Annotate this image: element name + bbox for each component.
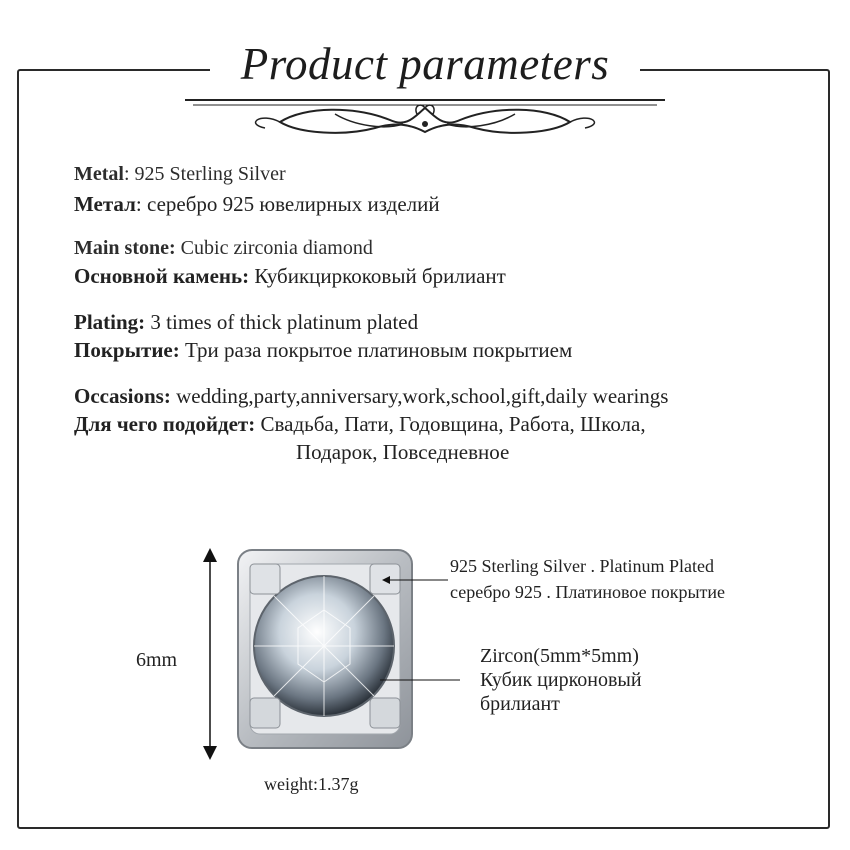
occasions-en: Occasions: wedding,party,anniversary,work,school,gift,daily wearings <box>74 384 669 408</box>
callout-zircon-ru-2: брилиант <box>480 693 560 715</box>
size-label: 6mm <box>136 649 178 671</box>
stone-en: Main stone: Cubic zirconia diamond <box>74 237 373 259</box>
callout-metal-ru: серебро 925 . Платиновое покрытие <box>450 582 726 602</box>
metal-en: Metal: 925 Sterling Silver <box>74 163 286 185</box>
callout-leader-lines-icon <box>380 560 460 700</box>
callout-zircon-en: Zircon(5mm*5mm) <box>480 645 639 667</box>
weight-label: weight:1.37g <box>264 774 359 794</box>
stone-ru: Основной камень: Кубикциркоковый брилиант <box>74 264 506 288</box>
plating-en: Plating: 3 times of thick platinum plated <box>74 310 419 334</box>
metal-ru: Метал: серебро 925 ювелирных изделий <box>74 192 440 216</box>
page-title: Product parameters <box>240 39 610 89</box>
plating-ru: Покрытие: Три раза покрытое платиновым покрытием <box>74 338 573 362</box>
callout-zircon-ru-1: Кубик цирконовый <box>480 669 642 691</box>
callout-metal-en: 925 Sterling Silver . Platinum Plated <box>450 556 714 576</box>
dimension-arrow-icon <box>198 548 222 760</box>
ornament-divider-icon <box>185 94 665 138</box>
occasions-ru-continued: Подарок, Повседневное <box>296 440 510 464</box>
occasions-ru: Для чего подойдет: Свадьба, Пати, Годовщина, Работа, Школа, <box>74 412 646 436</box>
